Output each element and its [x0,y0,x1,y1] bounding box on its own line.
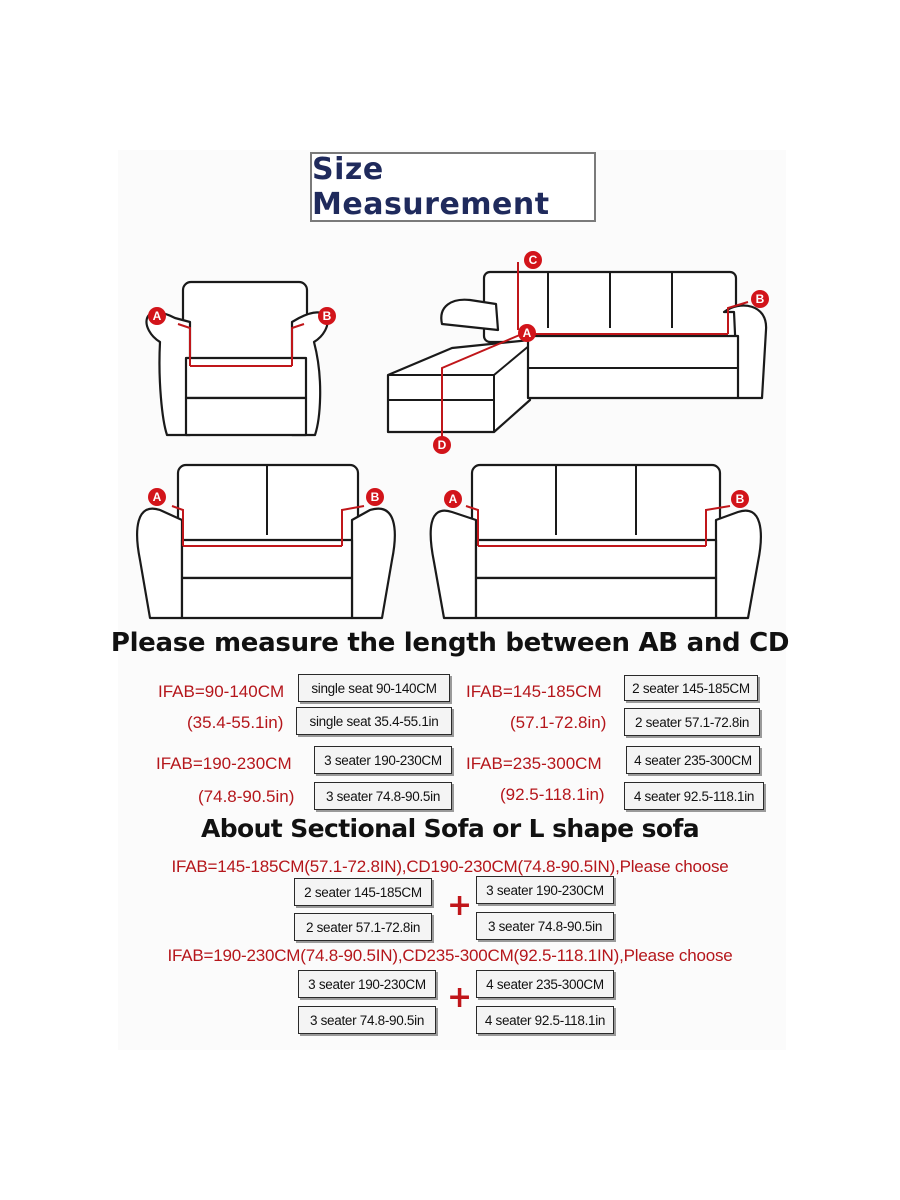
tag-3-seater-cm: 3 seater 190-230CM [314,746,452,774]
marker-b-two-seater [366,488,384,506]
svg-text:B: B [755,292,765,306]
sectional-1-right-in: 3 seater 74.8-90.5in [476,912,614,940]
marker-a-two-seater [148,488,166,506]
marker-b-armchair [318,307,336,325]
inches-single-seat: (35.4-55.1in) [187,713,284,732]
sectional-2-left-in: 3 seater 74.8-90.5in [298,1006,436,1034]
marker-a-three-seater [444,490,462,508]
sectional-2-left-cm: 3 seater 190-230CM [298,970,436,998]
ifab-4-seater: IFAB=235-300CM [466,754,602,773]
tag-2-seater-in: 2 seater 57.1-72.8in [624,708,760,736]
marker-b-sectional [751,290,769,308]
sectional-rule-1: IFAB=145-185CM(57.1-72.8IN),CD190-230CM(74.8-90.5IN),Please choose [171,857,729,876]
ifab-2-seater: IFAB=145-185CM [466,682,602,701]
sectional-2-plus: + [447,980,473,1015]
marker-a-sectional [518,324,536,342]
sectional-rule-2: IFAB=190-230CM(74.8-90.5IN),CD235-300CM(92.5-118.1IN),Please choose [167,946,733,965]
inches-3-seater: (74.8-90.5in) [198,787,295,806]
sectional-heading: About Sectional Sofa or L shape sofa [200,814,700,843]
sectional-2-right-in: 4 seater 92.5-118.1in [476,1006,614,1034]
marker-c-sectional [524,251,542,269]
svg-text:B: B [735,492,745,506]
svg-text:A: A [448,492,458,506]
three-seater-diagram [431,465,761,618]
svg-text:B: B [370,490,380,504]
svg-text:B: B [322,309,332,323]
tag-single-seat-cm: single seat 90-140CM [298,674,450,702]
sectional-1-plus: + [447,888,473,923]
ifab-3-seater: IFAB=190-230CM [156,754,292,773]
tag-4-seater-cm: 4 seater 235-300CM [626,746,760,774]
tag-4-seater-in: 4 seater 92.5-118.1in [624,782,764,810]
marker-d-sectional [433,436,451,454]
page-title: Size Measurement [312,152,550,222]
tag-3-seater-in: 3 seater 74.8-90.5in [314,782,452,810]
ifab-single-seat: IFAB=90-140CM [158,682,285,701]
measure-instruction: Please measure the length between AB and CD [110,628,790,658]
sectional-2-right-cm: 4 seater 235-300CM [476,970,614,998]
svg-text:C: C [528,253,538,267]
two-seater-diagram [137,465,395,618]
sectional-diagram [388,262,766,438]
svg-text:A: A [152,309,162,323]
inches-2-seater: (57.1-72.8in) [510,713,607,732]
sectional-1-left-in: 2 seater 57.1-72.8in [294,913,432,941]
svg-text:A: A [152,490,162,504]
svg-text:A: A [522,326,532,340]
sectional-1-left-cm: 2 seater 145-185CM [294,878,432,906]
inches-4-seater: (92.5-118.1in) [500,785,605,804]
armchair-diagram [146,282,327,435]
svg-text:D: D [437,438,447,452]
marker-b-three-seater [731,490,749,508]
sectional-1-right-cm: 3 seater 190-230CM [476,876,614,904]
marker-a-armchair [148,307,166,325]
tag-single-seat-in: single seat 35.4-55.1in [296,707,452,735]
tag-2-seater-cm: 2 seater 145-185CM [624,675,758,701]
